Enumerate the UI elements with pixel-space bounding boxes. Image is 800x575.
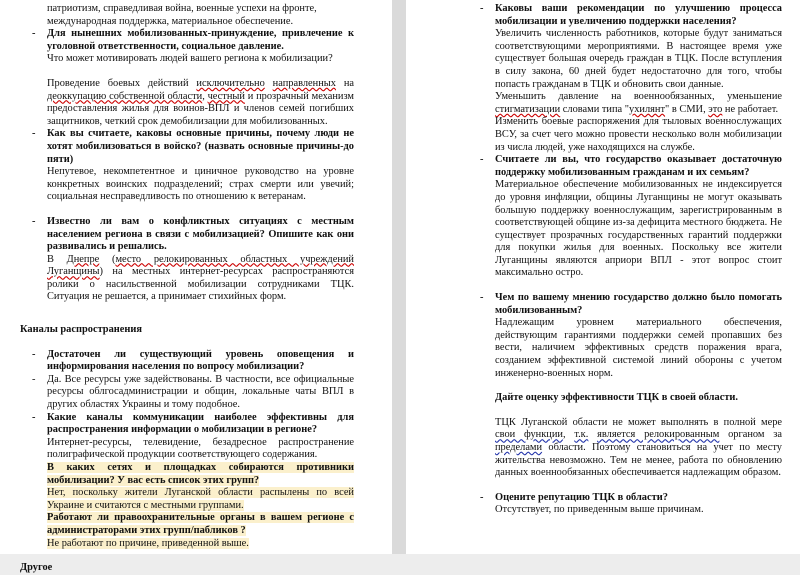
question-item: - Считаете ли вы, что государство оказывает достаточную поддержку мобилизованным гражданам и их семьям?: [480, 154, 782, 178]
answer-text: Материальное обеспечение мобилизованных не индексируется до уровня инфляции, общины Луганщины не могут оказывать большую поддержку военнослужащим, зарегистрированным в соответствующей общине из-за дефицита местного бюджета. Не существует прозрачных государственных гарантий поддержки для покупки жилья для военных. Поскольку все жители Луганщины являются априори ВПЛ - этот вопрос стоит максимально остро.: [495, 179, 782, 279]
question-item: - Как вы считаете, каковы основные причины, почему люди не хотят мобилизоваться в войско? (назвать основные причины-до пяти): [32, 128, 354, 165]
answer-text: Отсутствует, по приведенным выше причинам.: [495, 504, 704, 516]
question-text: Как вы считаете, каковы основные причины, почему люди не хотят мобилизоваться в войско? (назвать основные причины-до пяти): [47, 128, 354, 165]
page-gap: [392, 0, 406, 554]
section-question: Дайте оценку эффективности ТЦК в своей области.: [495, 392, 739, 404]
answer-text: Надлежащим уровнем материального обеспечения, действующим гарантиями поддержки семей пропавших без вести, наличием эффективных средств поражения врага, созданием эффективной системой линий обороны с учетом инженерно-военных норм.: [495, 317, 782, 379]
question-text: Оцените репутацию ТЦК в области?: [495, 491, 668, 503]
answer-text: Уменьшить давление на военнообязанных, уменьшение стигматизации словами типа "ухилянт" в СМИ, это не работает.: [495, 91, 782, 115]
question-item: - Оцените репутацию ТЦК в области?: [480, 491, 668, 503]
question-text: Считаете ли вы, что государство оказывает достаточную поддержку мобилизованным гражданам и их семьям?: [495, 154, 782, 178]
section-heading: Каналы распространения: [20, 324, 142, 336]
question-text: Какие каналы коммуникации наиболее эффективны для распространения информации о мобилизации в регионе?: [47, 411, 354, 436]
highlighted-answer: Не работают по причине, приведенной выше.: [47, 537, 249, 549]
question-item: - Чем по вашему мнению государство должно было помогать мобилизованным?: [480, 292, 782, 316]
question-text: Достаточен ли существующий уровень оповещения и информирования населения по вопросу мобилизации?: [47, 348, 354, 373]
question-text: Известно ли вам о конфликтных ситуациях с местным населением региона в связи с мобилизацией? Опишите как они развивались и решались.: [47, 215, 354, 253]
question-item: - Достаточен ли существующий уровень оповещения и информирования населения по вопросу мобилизации?: [32, 348, 354, 373]
question-text: Что может мотивировать людей вашего региона к мобилизации?: [47, 53, 333, 65]
answer-text: Интернет-ресурсы, телевидение, безадресное распространение полиграфической продукции соответствующего содержания.: [47, 436, 354, 461]
question-item: - Какие каналы коммуникации наиболее эффективны для распространения информации о мобилизации в регионе?: [32, 411, 354, 436]
answer-text: Проведение боевых действий исключительно направленных на деоккупацию собственной области, честный и прозрачный механизм предоставления жилья для воинов-ВПЛ и членов семей погибших защитников, четкий срок демобилизации для мобилизованных.: [47, 77, 354, 127]
answer-text: В Днепре (место релокированных областных учреждений Луганщины) на местных интернет-ресурсах распространяются ролики о насильственной мобилизации сотрудниками ТЦК. Ситуация не решается, а принимает стихийных форм.: [47, 253, 354, 303]
answer-item: - Да. Все ресурсы уже задействованы. В частности, все официальные ресурсы облгосадминистрации и общин, локальные чаты ВПЛ в других областях Украины и тому подобное.: [32, 373, 354, 411]
question-item: - Известно ли вам о конфликтных ситуациях с местным населением региона в связи с мобилизацией? Опишите как они развивались и решались.: [32, 215, 354, 253]
answer-text: Да. Все ресурсы уже задействованы. В частности, все официальные ресурсы облгосадминистрации и общин, локальные чаты ВПЛ в других областях Украины и тому подобное.: [47, 373, 354, 411]
text-line: патриотизм, справедливая война, военные успехи на фронте,: [47, 3, 317, 14]
question-item: - Для нынешних мобилизованных-принуждение, привлечение к уголовной ответственности, социальное давление.: [32, 28, 354, 52]
section-heading: Другое: [20, 562, 53, 574]
highlighted-question: В каких сетях и площадках собираются противники мобилизации? У вас есть список этих групп?: [47, 462, 354, 486]
document-page-left: [0, 0, 392, 574]
question-text: Каковы ваши рекомендации по улучшению процесса мобилизации и увеличению поддержки населения?: [495, 3, 782, 27]
text-line: международная поддержка, материальное обеспечение.: [47, 15, 294, 27]
question-text: Чем по вашему мнению государство должно было помогать мобилизованным?: [495, 292, 782, 316]
answer-text: Увеличить численность работников, которые будут заниматься соответствующими мероприятиями. В настоящее время уже существует большая очередь граждан в ТЦК. После вступления в силу закона, 60 дней будет недостаточно для того, чтобы попасть гражданам в ТЦК и обновить свои данные.: [495, 28, 782, 90]
highlighted-question: Работают ли правоохранительные органы в вашем регионе с администраторами этих групп/пабликов ?: [47, 512, 354, 536]
answer-text: ТЦК Луганской области не может выполнять в полной мере свои функции, т.к. является релокированным органом за пределами области. Поэтому становиться на учет по месту жительства невозможно. Тем не менее, работа по обновлению данных военнообязанных обеспечивается надлежащим образом.: [495, 416, 782, 479]
answer-text: Непутевое, некомпетентное и циничное руководство на уровне конкретных воинских подразделений; страх смерти или увечий; социальная несправедливость по отношению к ветеранам.: [47, 166, 354, 203]
highlighted-answer: Нет, поскольку жители Луганской области распылены по всей Украине и считаются с местными группами.: [47, 487, 354, 511]
document-page-right: [406, 0, 800, 554]
question-item: - Каковы ваши рекомендации по улучшению процесса мобилизации и увеличению поддержки населения?: [480, 3, 782, 27]
answer-text: Изменить боевые распоряжения для тыловых военнослужащих ВСУ, за счет чего можно провести несколько волн мобилизации из числа людей, уже находящихся на службе.: [495, 116, 782, 153]
question-text: Для нынешних мобилизованных-принуждение, привлечение к уголовной ответственности, социальное давление.: [47, 28, 354, 52]
